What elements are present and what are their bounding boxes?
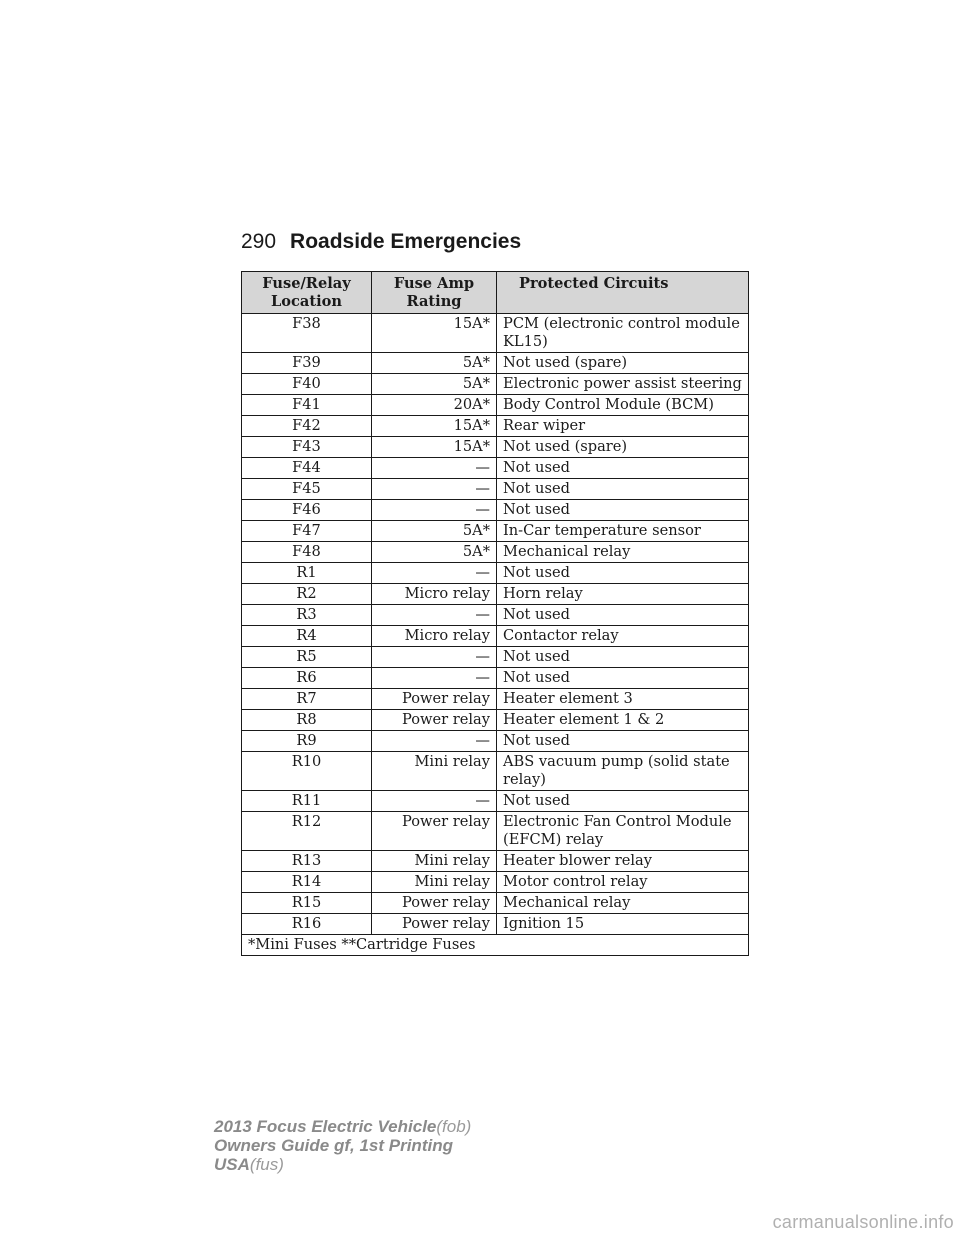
cell-amp-rating: —: [372, 563, 497, 584]
table-row: [242, 353, 749, 374]
table-row: [242, 851, 749, 872]
cell-amp-rating: Mini relay: [372, 851, 497, 872]
cell-amp-rating: 5A*: [372, 374, 497, 395]
cell-protected-circuit: Rear wiper: [497, 416, 749, 437]
cell-protected-circuit: Not used: [497, 605, 749, 626]
cell-amp-rating: Power relay: [372, 812, 497, 851]
cell-amp-rating: 15A*: [372, 437, 497, 458]
cell-protected-circuit: Not used: [497, 791, 749, 812]
footer-market-code: (fus): [249, 1155, 284, 1174]
table-row: [242, 563, 749, 584]
table-row: [242, 914, 749, 935]
table-row: [242, 542, 749, 563]
cell-protected-circuit: Not used (spare): [497, 353, 749, 374]
cell-protected-circuit: ABS vacuum pump (solid state relay): [497, 752, 749, 791]
footer-line-1: [214, 1117, 471, 1136]
fuse-table-body: [242, 314, 749, 935]
table-row: [242, 812, 749, 851]
table-row: [242, 395, 749, 416]
section-title: Roadside Emergencies: [290, 230, 522, 253]
table-row: [242, 893, 749, 914]
cell-location: R3: [242, 605, 372, 626]
page-header: [241, 230, 749, 260]
table-row: [242, 710, 749, 731]
cell-location: R15: [242, 893, 372, 914]
cell-protected-circuit: Not used: [497, 563, 749, 584]
header-location: Fuse/Relay Location: [242, 272, 372, 314]
table-row: [242, 458, 749, 479]
cell-protected-circuit: Heater element 1 & 2: [497, 710, 749, 731]
table-row: [242, 689, 749, 710]
cell-amp-rating: Power relay: [372, 914, 497, 935]
cell-location: F40: [242, 374, 372, 395]
cell-amp-rating: 15A*: [372, 416, 497, 437]
cell-location: R9: [242, 731, 372, 752]
cell-amp-rating: Mini relay: [372, 752, 497, 791]
cell-amp-rating: Micro relay: [372, 584, 497, 605]
cell-location: F43: [242, 437, 372, 458]
cell-protected-circuit: Horn relay: [497, 584, 749, 605]
cell-protected-circuit: In-Car temperature sensor: [497, 521, 749, 542]
table-row: [242, 791, 749, 812]
cell-protected-circuit: Contactor relay: [497, 626, 749, 647]
cell-amp-rating: Power relay: [372, 710, 497, 731]
table-row: [242, 584, 749, 605]
cell-location: F38: [242, 314, 372, 353]
cell-protected-circuit: Motor control relay: [497, 872, 749, 893]
cell-amp-rating: Power relay: [372, 893, 497, 914]
cell-protected-circuit: Heater element 3: [497, 689, 749, 710]
table-row: [242, 668, 749, 689]
cell-protected-circuit: Electronic Fan Control Module (EFCM) relay: [497, 812, 749, 851]
cell-protected-circuit: Ignition 15: [497, 914, 749, 935]
cell-protected-circuit: Not used: [497, 731, 749, 752]
cell-amp-rating: Micro relay: [372, 626, 497, 647]
cell-amp-rating: 15A*: [372, 314, 497, 353]
cell-location: F41: [242, 395, 372, 416]
table-row: [242, 626, 749, 647]
cell-location: F47: [242, 521, 372, 542]
cell-amp-rating: —: [372, 458, 497, 479]
cell-amp-rating: —: [372, 731, 497, 752]
table-footnote: *Mini Fuses **Cartridge Fuses: [242, 935, 749, 956]
table-header-row: [242, 272, 749, 314]
cell-location: R14: [242, 872, 372, 893]
cell-protected-circuit: Not used: [497, 668, 749, 689]
cell-protected-circuit: Electronic power assist steering: [497, 374, 749, 395]
table-row: [242, 872, 749, 893]
footnote-row: [242, 935, 749, 956]
cell-location: R13: [242, 851, 372, 872]
cell-location: F42: [242, 416, 372, 437]
footer-line-2: [214, 1136, 471, 1155]
cell-protected-circuit: Not used: [497, 500, 749, 521]
cell-protected-circuit: Not used: [497, 458, 749, 479]
cell-protected-circuit: Mechanical relay: [497, 542, 749, 563]
cell-location: R12: [242, 812, 372, 851]
table-row: [242, 416, 749, 437]
fuse-table: [241, 271, 749, 956]
header-protected-circuits: Protected Circuits: [497, 272, 749, 314]
cell-amp-rating: Mini relay: [372, 872, 497, 893]
cell-amp-rating: —: [372, 791, 497, 812]
cell-amp-rating: 5A*: [372, 521, 497, 542]
cell-amp-rating: —: [372, 500, 497, 521]
cell-location: F44: [242, 458, 372, 479]
page-number: 290: [241, 230, 277, 253]
cell-protected-circuit: Not used (spare): [497, 437, 749, 458]
cell-location: R2: [242, 584, 372, 605]
table-row: [242, 731, 749, 752]
cell-location: R4: [242, 626, 372, 647]
cell-location: F39: [242, 353, 372, 374]
footer-vehicle: 2013 Focus Electric Vehicle: [214, 1117, 437, 1136]
cell-location: R7: [242, 689, 372, 710]
cell-protected-circuit: Not used: [497, 647, 749, 668]
cell-location: R5: [242, 647, 372, 668]
cell-protected-circuit: Not used: [497, 479, 749, 500]
cell-protected-circuit: Body Control Module (BCM): [497, 395, 749, 416]
table-row: [242, 374, 749, 395]
cell-location: R11: [242, 791, 372, 812]
table-row: [242, 479, 749, 500]
table-row: [242, 605, 749, 626]
cell-protected-circuit: PCM (electronic control module KL15): [497, 314, 749, 353]
cell-location: R8: [242, 710, 372, 731]
cell-amp-rating: —: [372, 668, 497, 689]
document-footer: [214, 1117, 471, 1174]
table-row: [242, 752, 749, 791]
cell-location: R6: [242, 668, 372, 689]
cell-amp-rating: Power relay: [372, 689, 497, 710]
cell-amp-rating: —: [372, 605, 497, 626]
table-row: [242, 314, 749, 353]
cell-location: R10: [242, 752, 372, 791]
table-row: [242, 647, 749, 668]
cell-protected-circuit: Heater blower relay: [497, 851, 749, 872]
footer-guide: Owners Guide gf, 1st Printing: [214, 1136, 453, 1155]
cell-location: F45: [242, 479, 372, 500]
header-amp-rating: Fuse Amp Rating: [372, 272, 497, 314]
table-row: [242, 437, 749, 458]
cell-amp-rating: 5A*: [372, 542, 497, 563]
footer-market: USA: [214, 1155, 250, 1174]
cell-amp-rating: 5A*: [372, 353, 497, 374]
table-row: [242, 521, 749, 542]
cell-amp-rating: 20A*: [372, 395, 497, 416]
watermark: carmanualsonline.info: [772, 1212, 954, 1232]
cell-amp-rating: —: [372, 647, 497, 668]
cell-amp-rating: —: [372, 479, 497, 500]
cell-location: F46: [242, 500, 372, 521]
table-row: [242, 500, 749, 521]
footer-vehicle-code: (fob): [436, 1117, 472, 1136]
cell-location: R1: [242, 563, 372, 584]
cell-location: F48: [242, 542, 372, 563]
cell-location: R16: [242, 914, 372, 935]
cell-protected-circuit: Mechanical relay: [497, 893, 749, 914]
footer-line-3: [214, 1155, 471, 1174]
